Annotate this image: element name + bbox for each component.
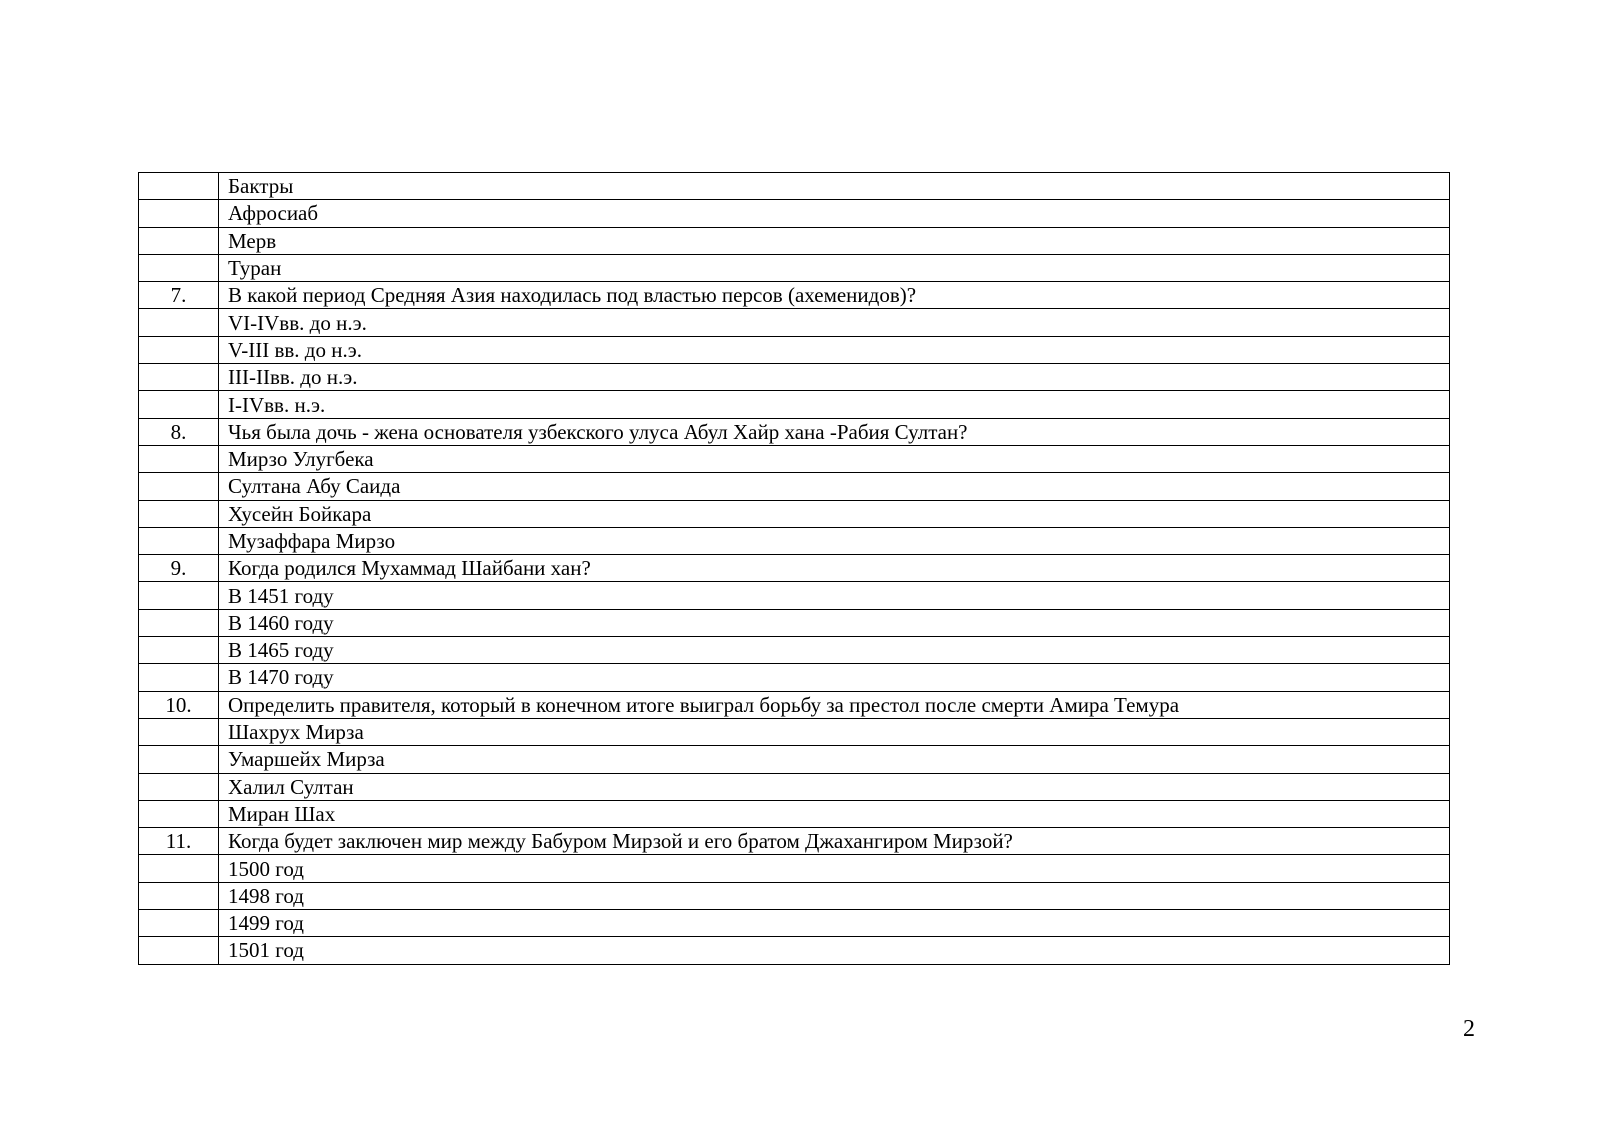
answer-row <box>139 773 1450 800</box>
question-number-cell <box>139 364 219 391</box>
question-number-cell <box>139 445 219 472</box>
question-number-cell: 7. <box>139 282 219 309</box>
question-number-cell <box>139 200 219 227</box>
answer-option-cell: Султана Абу Саида <box>219 473 1450 500</box>
answer-option-cell: I-IVвв. н.э. <box>219 391 1450 418</box>
question-number-cell <box>139 664 219 691</box>
quiz-table <box>138 172 1450 965</box>
question-number-cell <box>139 746 219 773</box>
answer-row <box>139 500 1450 527</box>
answer-row <box>139 254 1450 281</box>
answer-row <box>139 800 1450 827</box>
question-row <box>139 828 1450 855</box>
answer-option-cell: Афросиаб <box>219 200 1450 227</box>
question-text-cell: Чья была дочь - жена основателя узбекского улуса Абул Хайр хана -Рабия Султан? <box>219 418 1450 445</box>
answer-option-cell: Хусейн Бойкара <box>219 500 1450 527</box>
question-row <box>139 282 1450 309</box>
answer-option-cell: 1499 год <box>219 910 1450 937</box>
answer-row <box>139 445 1450 472</box>
answer-option-cell: III-IIвв. до н.э. <box>219 364 1450 391</box>
answer-option-cell: 1501 год <box>219 937 1450 964</box>
question-number-cell <box>139 391 219 418</box>
question-number-cell <box>139 336 219 363</box>
question-row <box>139 418 1450 445</box>
answer-option-cell: Мерв <box>219 227 1450 254</box>
answer-option-cell: VI-IVвв. до н.э. <box>219 309 1450 336</box>
answer-option-cell: В 1470 году <box>219 664 1450 691</box>
question-number-cell <box>139 582 219 609</box>
question-number-cell: 9. <box>139 555 219 582</box>
answer-option-cell: Халил Султан <box>219 773 1450 800</box>
answer-row <box>139 336 1450 363</box>
question-number-cell <box>139 910 219 937</box>
question-text-cell: В какой период Средняя Азия находилась под властью персов (ахеменидов)? <box>219 282 1450 309</box>
answer-row <box>139 473 1450 500</box>
answer-row <box>139 937 1450 964</box>
question-number-cell <box>139 855 219 882</box>
question-number-cell <box>139 773 219 800</box>
answer-option-cell: Бактры <box>219 173 1450 200</box>
answer-row <box>139 582 1450 609</box>
answer-row <box>139 609 1450 636</box>
answer-option-cell: Туран <box>219 254 1450 281</box>
question-number-cell: 8. <box>139 418 219 445</box>
answer-row <box>139 664 1450 691</box>
answer-row <box>139 910 1450 937</box>
answer-option-cell: 1500 год <box>219 855 1450 882</box>
answer-option-cell: Шахрух Мирза <box>219 718 1450 745</box>
question-row <box>139 691 1450 718</box>
answer-option-cell: 1498 год <box>219 882 1450 909</box>
answer-row <box>139 309 1450 336</box>
answer-option-cell: Умаршейх Мирза <box>219 746 1450 773</box>
question-number-cell <box>139 637 219 664</box>
question-number-cell <box>139 227 219 254</box>
question-number-cell <box>139 500 219 527</box>
quiz-table-body <box>139 173 1450 965</box>
answer-option-cell: В 1465 году <box>219 637 1450 664</box>
question-number-cell <box>139 882 219 909</box>
answer-row <box>139 882 1450 909</box>
question-number-cell: 10. <box>139 691 219 718</box>
question-number-cell: 11. <box>139 828 219 855</box>
question-number-cell <box>139 527 219 554</box>
answer-option-cell: В 1460 году <box>219 609 1450 636</box>
question-number-cell <box>139 800 219 827</box>
answer-option-cell: В 1451 году <box>219 582 1450 609</box>
question-number-cell <box>139 609 219 636</box>
question-text-cell: Определить правителя, который в конечном итоге выиграл борьбу за престол после смерти Амира Темура <box>219 691 1450 718</box>
question-number-cell <box>139 937 219 964</box>
answer-row <box>139 527 1450 554</box>
question-number-cell <box>139 254 219 281</box>
answer-row <box>139 637 1450 664</box>
answer-option-cell: Мирзо Улугбека <box>219 445 1450 472</box>
answer-row <box>139 200 1450 227</box>
question-text-cell: Когда родился Мухаммад Шайбани хан? <box>219 555 1450 582</box>
question-text-cell: Когда будет заключен мир между Бабуром Мирзой и его братом Джахангиром Мирзой? <box>219 828 1450 855</box>
answer-row <box>139 227 1450 254</box>
answer-row <box>139 855 1450 882</box>
question-number-cell <box>139 309 219 336</box>
answer-row <box>139 173 1450 200</box>
question-row <box>139 555 1450 582</box>
answer-row <box>139 746 1450 773</box>
question-number-cell <box>139 718 219 745</box>
answer-row <box>139 718 1450 745</box>
page-number: 2 <box>1463 1016 1475 1042</box>
answer-option-cell: Музаффара Мирзо <box>219 527 1450 554</box>
question-number-cell <box>139 173 219 200</box>
answer-row <box>139 391 1450 418</box>
question-number-cell <box>139 473 219 500</box>
answer-option-cell: Миран Шах <box>219 800 1450 827</box>
answer-row <box>139 364 1450 391</box>
answer-option-cell: V-III вв. до н.э. <box>219 336 1450 363</box>
